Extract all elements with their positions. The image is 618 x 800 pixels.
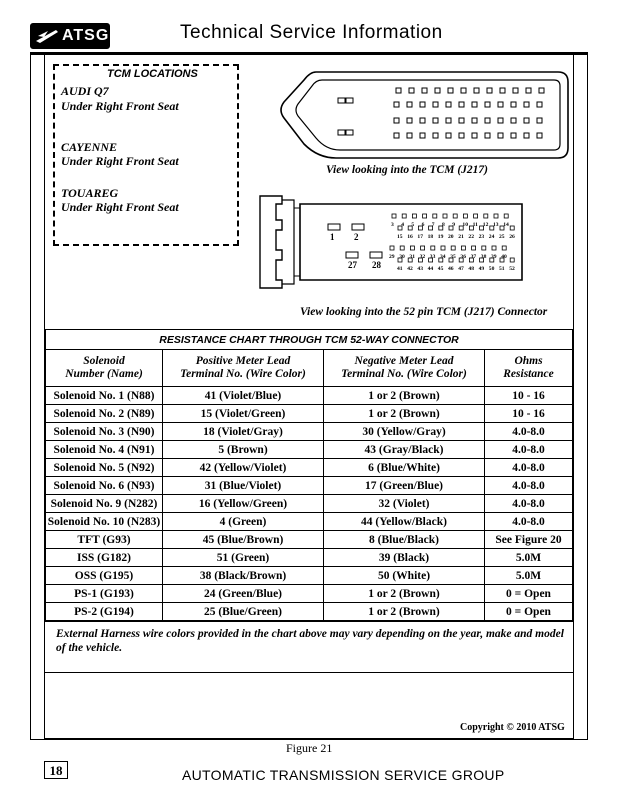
housing-pin-slot <box>420 102 425 107</box>
table-cell: PS-1 (G193) <box>46 585 163 603</box>
connector-pin <box>472 246 476 250</box>
table-cell: 4 (Green) <box>163 513 324 531</box>
connector-pin <box>421 246 425 250</box>
housing-pin-slot <box>459 102 464 107</box>
table-row <box>46 549 573 567</box>
table-cell: 42 (Yellow/Violet) <box>163 459 324 477</box>
housing-pin-slot <box>422 88 427 93</box>
connector-pin-label: 52 <box>509 266 515 272</box>
table-cell: 10 - 16 <box>485 387 573 405</box>
connector-pin-label: 6 <box>421 222 425 228</box>
connector-view-caption: View looking into the 52 pin TCM (J217) Connector <box>300 306 548 318</box>
connector-pin-label: 49 <box>478 266 485 272</box>
connector-pin-label: 29 <box>389 254 395 260</box>
table-header-row <box>46 350 573 387</box>
table-row <box>46 531 573 549</box>
connector-pin-label: 25 <box>499 234 505 240</box>
connector-pin-label: 39 <box>491 254 497 260</box>
housing-pin-grid <box>338 88 544 138</box>
housing-pin-slot <box>472 102 477 107</box>
table-cell: 39 (Black) <box>324 549 485 567</box>
table-cell: TFT (G93) <box>46 531 163 549</box>
column-header-solenoid: Solenoid Number (Name) <box>46 350 163 387</box>
table-row <box>46 441 573 459</box>
connector-pin <box>431 246 435 250</box>
connector-pin-label: 19 <box>437 234 444 240</box>
table-cell: 25 (Blue/Green) <box>163 603 324 621</box>
housing-pin-slot <box>485 102 490 107</box>
table-cell: 51 (Green) <box>163 549 324 567</box>
table-row <box>46 459 573 477</box>
connector-pin <box>410 246 414 250</box>
tcm-view-caption: View looking into the TCM (J217) <box>326 164 488 176</box>
table-cell: See Figure 20 <box>485 531 573 549</box>
table-cell: 6 (Blue/White) <box>324 459 485 477</box>
table-cell: 5.0M <box>485 549 573 567</box>
housing-pin-slot <box>472 118 477 123</box>
housing-large-slot <box>338 130 345 135</box>
connector-pin-label: 43 <box>417 266 423 272</box>
connector-pin-label: 11 <box>472 222 478 228</box>
connector-pin-label: 1 <box>330 232 335 242</box>
connector-pin <box>474 214 478 218</box>
housing-pin-slot <box>420 118 425 123</box>
housing-pin-slot <box>407 102 412 107</box>
housing-pin-slot <box>394 118 399 123</box>
connector-pin-label: 34 <box>440 254 446 260</box>
connector-pin-label: 7 <box>431 222 435 228</box>
resistance-chart-title: RESISTANCE CHART THROUGH TCM 52-WAY CONNECTOR <box>46 330 573 350</box>
housing-pin-slot <box>407 133 412 138</box>
housing-pin-slot <box>459 133 464 138</box>
housing-pin-slot <box>511 118 516 123</box>
housing-pin-slot <box>461 88 466 93</box>
connector-pin-label: 47 <box>458 266 464 272</box>
connector-pin-label: 9 <box>452 222 455 228</box>
table-cell: 17 (Green/Blue) <box>324 477 485 495</box>
connector-pin <box>392 214 396 218</box>
table-cell: Solenoid No. 1 (N88) <box>46 387 163 405</box>
location-model: TOUAREG <box>61 186 119 200</box>
table-cell: ISS (G182) <box>46 549 163 567</box>
connector-pin <box>451 246 455 250</box>
housing-pin-slot <box>409 88 414 93</box>
footer-text: AUTOMATIC TRANSMISSION SERVICE GROUP <box>182 767 505 783</box>
location-model: CAYENNE <box>61 140 118 154</box>
housing-pin-slot <box>500 88 505 93</box>
housing-pin-slot <box>511 102 516 107</box>
table-cell: 1 or 2 (Brown) <box>324 405 485 423</box>
housing-pin-slot <box>524 102 529 107</box>
logo-swoosh-icon <box>36 29 58 43</box>
housing-pin-slot <box>498 118 503 123</box>
connector-pin-label: 27 <box>348 260 357 270</box>
table-cell: 50 (White) <box>324 567 485 585</box>
housing-pin-slot <box>396 88 401 93</box>
housing-pin-slot <box>513 88 518 93</box>
copyright-text: Copyright © 2010 ATSG <box>460 722 565 733</box>
housing-pin-slot <box>420 133 425 138</box>
connector-pin <box>461 246 465 250</box>
location-model: AUDI Q7 <box>61 84 109 98</box>
table-cell: Solenoid No. 4 (N91) <box>46 441 163 459</box>
table-cell: 15 (Violet/Green) <box>163 405 324 423</box>
tcm-locations-box <box>53 64 239 246</box>
housing-pin-slot <box>446 133 451 138</box>
housing-pin-slot <box>537 102 542 107</box>
connector-pin-label: 32 <box>419 254 426 260</box>
table-cell: 16 (Yellow/Green) <box>163 495 324 513</box>
housing-pin-slot <box>433 118 438 123</box>
housing-pin-slot <box>459 118 464 123</box>
connector-pin-label: 24 <box>488 234 495 240</box>
connector-pin <box>502 246 506 250</box>
table-cell: Solenoid No. 9 (N282) <box>46 495 163 513</box>
table-cell: 8 (Blue/Black) <box>324 531 485 549</box>
connector-pin-label: 37 <box>470 254 477 260</box>
connector-pin-label: 30 <box>399 254 405 260</box>
table-cell: 43 (Gray/Black) <box>324 441 485 459</box>
housing-pin-slot <box>539 88 544 93</box>
connector-pin-label: 51 <box>499 266 505 272</box>
housing-pin-slot <box>394 102 399 107</box>
note-divider-bottom <box>45 672 573 673</box>
connector-pin-label: 44 <box>427 266 434 272</box>
table-row <box>46 495 573 513</box>
column-header-positive-lead: Positive Meter Lead Terminal No. (Wire Color) <box>163 350 324 387</box>
table-cell: 1 or 2 (Brown) <box>324 387 485 405</box>
housing-pin-slot <box>498 133 503 138</box>
atsg-logo <box>30 23 110 49</box>
table-row <box>46 513 573 531</box>
connector-pin <box>412 214 416 218</box>
connector-pin-label: 10 <box>462 222 468 228</box>
table-cell: 4.0-8.0 <box>485 495 573 513</box>
table-cell: 38 (Black/Brown) <box>163 567 324 585</box>
housing-large-slot <box>346 98 353 103</box>
connector-pin-label: 17 <box>417 234 423 240</box>
connector-pin <box>390 246 394 250</box>
connector-pin <box>492 246 496 250</box>
table-row <box>46 603 573 621</box>
table-cell: 1 or 2 (Brown) <box>324 603 485 621</box>
table-cell: 4.0-8.0 <box>485 477 573 495</box>
connector-pin-label: 40 <box>501 254 507 260</box>
connector-pin <box>494 214 498 218</box>
housing-large-slot <box>346 130 353 135</box>
housing-pin-slot <box>435 88 440 93</box>
housing-large-slot <box>338 98 345 103</box>
table-cell: 4.0-8.0 <box>485 441 573 459</box>
connector-pin-label: 22 <box>468 234 474 240</box>
logo-text: ATSG <box>62 27 110 44</box>
connector-pin-label: 21 <box>458 234 464 240</box>
housing-pin-slot <box>433 102 438 107</box>
connector-pin-label: 14 <box>503 222 509 228</box>
page-header-title: Technical Service Information <box>180 22 443 43</box>
connector-pin <box>504 214 508 218</box>
table-cell: 1 or 2 (Brown) <box>324 585 485 603</box>
connector-pin-label: 48 <box>468 266 474 272</box>
connector-pin-label: 2 <box>354 232 359 242</box>
table-cell: 18 (Violet/Gray) <box>163 423 324 441</box>
connector-large-pin <box>352 224 364 230</box>
housing-pin-slot <box>498 102 503 107</box>
table-row <box>46 405 573 423</box>
housing-pin-slot <box>433 133 438 138</box>
connector-pin-label: 31 <box>409 254 415 260</box>
location-text: Under Right Front Seat <box>61 99 179 113</box>
page-number: 18 <box>44 761 68 779</box>
connector-pin-label: 50 <box>488 266 495 272</box>
column-header-ohms: Ohms Resistance <box>485 350 573 387</box>
connector-pin-label: 13 <box>493 222 499 228</box>
table-cell: Solenoid No. 10 (N283) <box>46 513 163 531</box>
tcm-locations-title: TCM LOCATIONS <box>107 68 198 80</box>
table-cell: 24 (Green/Blue) <box>163 585 324 603</box>
connector-pin-label: 20 <box>448 234 454 240</box>
connector-pin <box>510 226 514 230</box>
connector-pin-label: 15 <box>397 234 403 240</box>
table-row <box>46 477 573 495</box>
table-cell: 0 = Open <box>485 585 573 603</box>
column-header-negative-lead: Negative Meter Lead Terminal No. (Wire Color) <box>324 350 485 387</box>
table-cell: 31 (Blue/Violet) <box>163 477 324 495</box>
table-cell: 5.0M <box>485 567 573 585</box>
housing-pin-slot <box>485 133 490 138</box>
table-cell: OSS (G195) <box>46 567 163 585</box>
table-cell: 32 (Violet) <box>324 495 485 513</box>
connector-pin-label: 46 <box>448 266 454 272</box>
connector-pin-label: 23 <box>478 234 485 240</box>
connector-pin-label: 12 <box>482 222 489 228</box>
connector-pin-label: 36 <box>460 254 466 260</box>
housing-pin-slot <box>474 88 479 93</box>
connector-pin-grid <box>328 214 515 272</box>
tcm-housing-diagram <box>276 68 572 168</box>
table-cell: 41 (Violet/Blue) <box>163 387 324 405</box>
table-cell: 30 (Yellow/Gray) <box>324 423 485 441</box>
connector-pin-label: 38 <box>480 254 487 260</box>
connector-pin <box>463 214 467 218</box>
connector-pin-label: 41 <box>397 266 403 272</box>
connector-pin-label: 8 <box>442 222 445 228</box>
table-cell: 10 - 16 <box>485 405 573 423</box>
table-row <box>46 585 573 603</box>
connector-pin <box>400 246 404 250</box>
housing-pin-slot <box>524 133 529 138</box>
harness-color-note: External Harness wire colors provided in the chart above may vary depending on the year, make and model of the vehicle. <box>56 628 564 654</box>
connector-pin <box>453 214 457 218</box>
table-cell: Solenoid No. 2 (N89) <box>46 405 163 423</box>
table-cell: 5 (Brown) <box>163 441 324 459</box>
table-row <box>46 387 573 405</box>
table-row <box>46 423 573 441</box>
connector-pin-label: 4 <box>401 222 404 228</box>
housing-pin-slot <box>524 118 529 123</box>
table-cell: 0 = Open <box>485 603 573 621</box>
table-cell: Solenoid No. 3 (N90) <box>46 423 163 441</box>
connector-pin <box>441 246 445 250</box>
housing-pin-slot <box>407 118 412 123</box>
connector-pin-label: 35 <box>450 254 456 260</box>
location-text: Under Right Front Seat <box>61 200 179 214</box>
connector-pin-label: 33 <box>429 254 436 260</box>
location-text: Under Right Front Seat <box>61 154 179 168</box>
note-divider-top <box>45 621 573 622</box>
connector-large-pin <box>328 224 340 230</box>
connector-large-pin <box>346 252 358 258</box>
table-cell: Solenoid No. 5 (N92) <box>46 459 163 477</box>
housing-pin-slot <box>472 133 477 138</box>
connector-pin <box>443 214 447 218</box>
table-row <box>46 567 573 585</box>
connector-pin <box>402 214 406 218</box>
connector-large-pin <box>370 252 382 258</box>
connector-pin <box>484 214 488 218</box>
housing-pin-slot <box>485 118 490 123</box>
connector-pin-label: 5 <box>411 222 415 228</box>
figure-caption: Figure 21 <box>286 741 333 755</box>
table-cell: 45 (Blue/Brown) <box>163 531 324 549</box>
table-cell: 4.0-8.0 <box>485 423 573 441</box>
connector-pin-label: 42 <box>407 266 413 272</box>
table-cell: 4.0-8.0 <box>485 459 573 477</box>
connector-pin-label: 16 <box>407 234 413 240</box>
resistance-chart-table <box>45 329 573 621</box>
tcm-connector-diagram <box>252 190 532 294</box>
connector-pin-label: 28 <box>372 260 381 270</box>
table-cell: PS-2 (G194) <box>46 603 163 621</box>
housing-pin-slot <box>537 118 542 123</box>
connector-pin <box>482 246 486 250</box>
housing-pin-slot <box>511 133 516 138</box>
housing-pin-slot <box>487 88 492 93</box>
connector-pin <box>423 214 427 218</box>
housing-pin-slot <box>537 133 542 138</box>
connector-pin-label: 45 <box>437 266 444 272</box>
housing-pin-slot <box>394 133 399 138</box>
table-cell: 4.0-8.0 <box>485 513 573 531</box>
housing-pin-slot <box>446 102 451 107</box>
housing-pin-slot <box>448 88 453 93</box>
connector-pin-label: 3 <box>391 222 394 228</box>
table-cell: 44 (Yellow/Black) <box>324 513 485 531</box>
housing-pin-slot <box>526 88 531 93</box>
table-cell: Solenoid No. 6 (N93) <box>46 477 163 495</box>
connector-pin-label: 26 <box>509 234 515 240</box>
connector-pin-label: 18 <box>427 234 434 240</box>
connector-pin <box>433 214 437 218</box>
housing-pin-slot <box>446 118 451 123</box>
connector-pin <box>510 258 514 262</box>
